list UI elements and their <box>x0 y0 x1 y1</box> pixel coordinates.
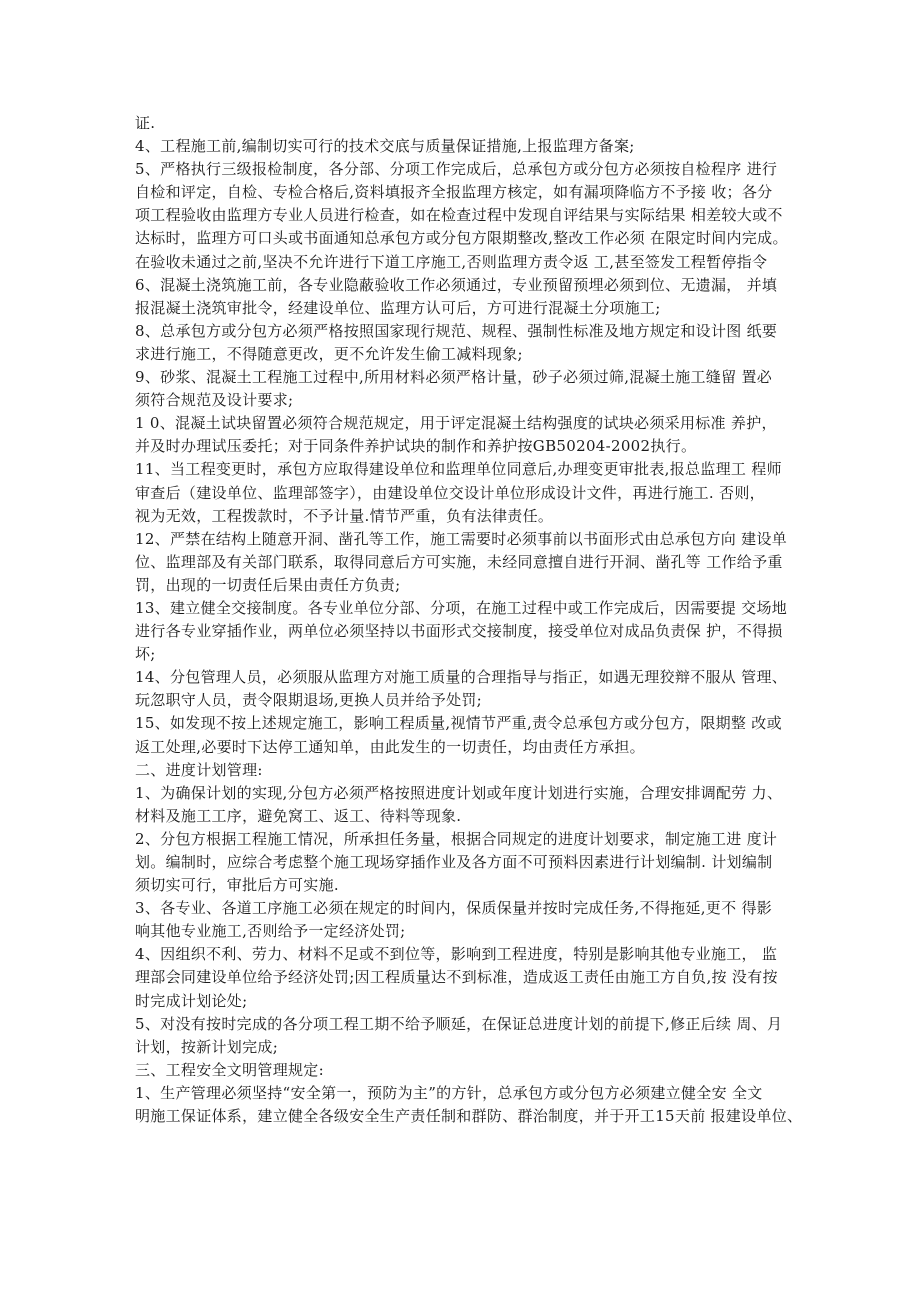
text-line: 玩忽职守人员，责令限期退场,更换人员并给予处罚; <box>135 691 483 710</box>
text-line: 证. <box>135 114 156 132</box>
text-line: 返工处理,必要时下达停工通知单，由此发生的一切责任，均由责任方承担。 <box>135 737 645 756</box>
text-line: 自检和评定，自检、专检合格后,资料填报齐全报监理方核定，如有漏项降临方不予接 收；各分 <box>135 183 773 202</box>
text-line: 1、为确保计划的实现,分包方必须严格按照进度计划或年度计划进行实施，合理安排调配劳 力、 <box>135 783 783 802</box>
text-line: 须符合规范及设计要求; <box>135 391 294 410</box>
text-line: 审查后（建设单位、监理部签字），由建设单位交设计单位形成设计文件，再进行施工. 否则， <box>135 483 765 502</box>
text-line: 达标时，监理方可口头或书面通知总承包方或分包方限期整改,整改工作必须 在限定时间内完成。 <box>135 229 788 248</box>
text-line: 进行各专业穿插作业，两单位必须坚持以书面形式交接制度，接受单位对成品负责保 护，不得损 <box>135 622 783 641</box>
text-line: 12、严禁在结构上随意开洞、凿孔等工作，施工需要时必须事前以书面形式由总承包方向 建设单 <box>135 529 788 548</box>
text-line: 4、因组织不利、劳力、材料不足或不到位等，影响到工程进度，特别是影响其他专业施工， 监 <box>135 945 778 964</box>
text-line: 须切实可行，审批后方可实施. <box>135 876 339 895</box>
text-line: 时完成计划论处; <box>135 991 248 1010</box>
text-line: 9、砂浆、混凝土工程施工过程中,所用材料必须严格计量，砂子必须过筛,混凝土施工缝留 置必 <box>135 368 773 387</box>
text-line: 3、各专业、各道工序施工必须在规定的时间内，保质保量并按时完成任务,不得拖延,更不 得影 <box>135 899 773 918</box>
text-line: 位、监理部及有关部门联系，取得同意后方可实施，未经同意擅自进行开洞、凿孔等 工作给予重 <box>135 552 783 571</box>
text-line: 1 0、混凝土试块留置必须符合规范规定，用于评定混凝土结构强度的试块必须采用标准 养护， <box>135 414 777 433</box>
text-line: 13、建立健全交接制度。各专业单位分部、分项，在施工过程中或工作完成后，因需要提 交场地 <box>135 598 788 617</box>
text-line: 5、严格执行三级报检制度，各分部、分项工作完成后，总承包方或分包方必须按自检程序 进行 <box>135 160 778 179</box>
text-line: 视为无效，工程拨款时，不予计量.情节严重，负有法律责任。 <box>135 506 554 525</box>
text-line: 2、分包方根据工程施工情况，所承担任务量，根据合同规定的进度计划要求，制定施工进 度计 <box>135 829 778 848</box>
text-line: 报混凝土浇筑审批令，经建设单位、监理方认可后，方可进行混凝土分项施工; <box>135 298 661 317</box>
text-line: 项工程验收由监理方专业人员进行检查，如在检查过程中发现自评结果与实际结果 相差较大或不 <box>135 206 783 225</box>
text-line: 坏; <box>135 645 156 664</box>
text-line: 计划，按新计划完成; <box>135 1037 279 1056</box>
text-line: 15、如发现不按上述规定施工，影响工程质量,视情节严重,责令总承包方或分包方，限期整 改或 <box>135 714 782 733</box>
text-line: 材料及施工工序，避免窝工、返工、待料等现象. <box>135 806 462 825</box>
text-line: 4、工程施工前,编制切实可行的技术交底与质量保证措施,上报监理方备案; <box>135 137 635 156</box>
text-line: 响其他专业施工,否则给予一定经济处罚; <box>135 922 406 941</box>
text-line: 罚，出现的一切责任后果由责任方负责; <box>135 575 401 594</box>
text-line: 理部会同建设单位给予经济处罚;因工程质量达不到标准，造成返工责任由施工方自负,按 没有按 <box>135 968 778 987</box>
text-line: 在验收未通过之前,坚决不允许进行下道工序施工,否则监理方责令返 工,甚至签发工程暂停指令 <box>135 252 768 271</box>
text-line: 并及时办理试压委托；对于同条件养护试块的制作和养护按GB50204-2002执行。 <box>135 437 697 456</box>
section-heading: 三、工程安全文明管理规定: <box>135 1060 324 1079</box>
document-body <box>135 112 803 1128</box>
text-line: 14、分包管理人员，必须服从监理方对施工质量的合理指导与指正，如遇无理狡辩不服从 管理、 <box>135 668 788 687</box>
text-line: 求进行施工，不得随意更改，更不允许发生偷工减料现象; <box>135 344 523 363</box>
section-heading: 二、进度计划管理: <box>135 760 263 779</box>
text-line: 6、混凝土浇筑施工前，各专业隐蔽验收工作必须通过，专业预留预埋必须到位、无遗漏， 并填 <box>135 275 778 294</box>
text-line: 明施工保证体系，建立健全各级安全生产责任制和群防、群治制度，并于开工15天前 报建设单位、 <box>135 1107 803 1126</box>
text-line: 划。编制时，应综合考虑整个施工现场穿插作业及各方面不可预料因素进行计划编制. 计划编制 <box>135 853 773 871</box>
text-line: 1、生产管理必须坚持“安全第一，预防为主”的方针，总承包方或分包方必须建立健全安 全文 <box>135 1083 763 1102</box>
text-line: 5、对没有按时完成的各分项工程工期不给予顺延，在保证总进度计划的前提下,修正后续 周、月 <box>135 1014 783 1033</box>
text-line: 11、当工程变更时，承包方应取得建设单位和监理单位同意后,办理变更审批表,报总监理工 程师 <box>135 460 782 479</box>
text-line: 8、总承包方或分包方必须严格按照国家现行规范、规程、强制性标准及地方规定和设计图 纸要 <box>135 321 778 340</box>
